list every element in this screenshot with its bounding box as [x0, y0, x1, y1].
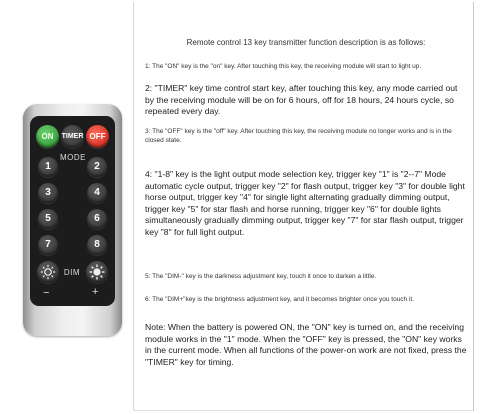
remote-control: [23, 104, 122, 336]
off-key[interactable]: OFF: [86, 125, 109, 148]
key-6[interactable]: 6: [87, 209, 107, 229]
dim-minus-key[interactable]: [37, 261, 59, 283]
item-1-on-key: 1: The "ON" key is the "on" key. After touching this key, the receiving module will start to light up.: [145, 63, 422, 70]
dim-label: DIM: [63, 268, 81, 277]
item-5-dim-minus: 5: The "DIM-" key is the darkness adjustment key, touch it once to darken a little.: [145, 273, 377, 280]
minus-sign: −: [43, 287, 50, 299]
timer-key[interactable]: TIMER: [61, 125, 84, 148]
panel-divider: [133, 2, 134, 410]
description-panel: [133, 2, 474, 411]
key-3[interactable]: 3: [38, 183, 58, 203]
dim-sun-icon: [40, 264, 56, 280]
key-4[interactable]: 4: [87, 183, 107, 203]
item-2-timer-key: 2: "TIMER" key time control start key, after touching this key, any mode carried out by the receiving module will be on for 6 hours, off for 18 hours, 24 hours cycle, so repeated every day.: [145, 83, 458, 117]
plus-sign: +: [92, 286, 99, 298]
key-5[interactable]: 5: [38, 209, 58, 229]
key-2[interactable]: 2: [87, 157, 107, 177]
item-3-off-key: 3: The "OFF" key is the "off" key. After touching this key, the receiving module no longer works and is in the closed state.: [145, 128, 452, 144]
item-4-mode-keys: 4: "1-8" key is the light output mode selection key, trigger key "1" is "2--7" Mode automatic cycle output, trigger key "2" for flash output, trigger key "3" for double light horse output, trigger key "4" for single light alternating gradually dimming output, trigger key "5" for star flash and horse running, trigger key "6" for double lights simultaneously gradually dimming output, trigger key "7" for star flash output, trigger key "8" for full light output.: [145, 169, 465, 237]
mode-label: MODE: [60, 153, 86, 162]
bright-sun-icon: [89, 264, 105, 280]
dim-plus-key[interactable]: [86, 261, 108, 283]
item-6-dim-plus: 6: The "DIM+"key is the brightness adjustment key, and it becomes brighter once you touch it.: [145, 296, 415, 303]
description-title: Remote control 13 key transmitter function description is as follows:: [186, 38, 426, 47]
key-8[interactable]: 8: [87, 235, 107, 255]
on-key[interactable]: ON: [36, 125, 59, 148]
remote-keypad: [30, 116, 115, 306]
key-7[interactable]: 7: [38, 235, 58, 255]
key-1[interactable]: 1: [38, 157, 58, 177]
note-paragraph: Note: When the battery is powered ON, the "ON" key is turned on, and the receiving module works in the "1" mode. When the "OFF" key is pressed, the "ON" key works in the current mode. When all functions of the power-on work are not fixed, press the "TIMER" key for timing.: [145, 322, 467, 367]
